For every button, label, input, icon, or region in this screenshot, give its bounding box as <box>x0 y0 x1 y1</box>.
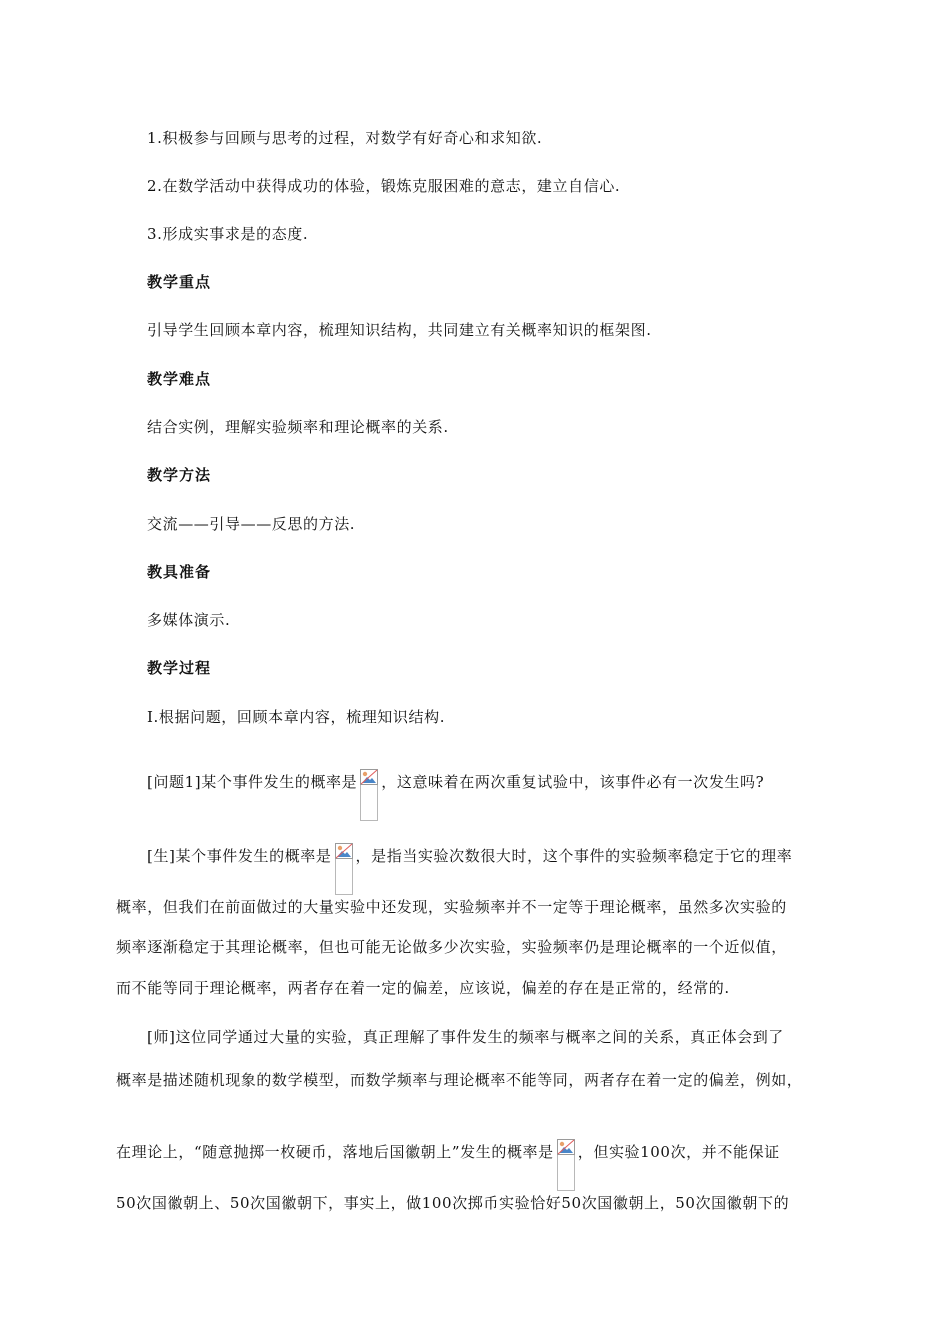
goal-1: 1.积极参与回顾与思考的过程，对数学有好奇心和求知欲. <box>147 129 543 147</box>
formula-image-icon <box>360 769 378 821</box>
question-1-text-a: [问题1]某个事件发生的概率是 <box>147 773 358 791</box>
tools-text: 多媒体演示. <box>147 611 231 629</box>
student-answer-line-1 <box>147 843 792 895</box>
student-answer-line-3: 频率逐渐稳定于其理论概率，但也可能无论做多少次实验，实验频率仍是理论概率的一个近似值， <box>116 938 787 956</box>
method-heading: 教学方法 <box>147 466 212 484</box>
formula-image-icon <box>335 843 353 895</box>
student-answer-line-4: 而不能等同于理论概率，两者存在着一定的偏差，应该说，偏差的存在是正常的，经常的. <box>116 979 730 997</box>
goal-2: 2.在数学活动中获得成功的体验，锻炼克服困难的意志，建立自信心. <box>147 177 621 195</box>
method-text: 交流——引导——反思的方法. <box>147 515 356 533</box>
goal-3: 3.形成实事求是的态度. <box>147 225 309 243</box>
teacher-line-4: 50次国徽朝上、50次国徽朝下，事实上，做100次掷币实验恰好50次国徽朝上，50次国徽朝下的 <box>116 1194 790 1212</box>
teacher-line-1: [师]这位同学通过大量的实验，真正理解了事件发生的频率与概率之间的关系，真正体会到了 <box>147 1028 784 1046</box>
student-answer-text-a: [生]某个事件发生的概率是 <box>147 847 332 865</box>
question-1-text-b: ，这意味着在两次重复试验中，该事件必有一次发生吗? <box>381 773 765 791</box>
student-answer-text-b: ，是指当实验次数很大时，这个事件的实验频率稳定于它的理率 <box>355 847 793 865</box>
teacher-line-2: 概率是描述随机现象的数学模型，而数学频率与理论概率不能等同，两者存在着一定的偏差，例如， <box>116 1071 803 1089</box>
process-step-1: Ⅰ.根据问题，回顾本章内容，梳理知识结构. <box>147 708 446 726</box>
process-heading: 教学过程 <box>147 659 212 677</box>
key-point-heading: 教学重点 <box>147 273 212 291</box>
student-answer-line-2: 概率，但我们在前面做过的大量实验中还发现，实验频率并不一定等于理论概率，虽然多次实验的 <box>116 898 787 916</box>
teacher-line-3-text-a: 在理论上，“随意抛掷一枚硬币，落地后国徽朝上”发生的概率是 <box>116 1143 554 1161</box>
difficulty-heading: 教学难点 <box>147 370 212 388</box>
key-point-text: 引导学生回顾本章内容，梳理知识结构，共同建立有关概率知识的框架图. <box>147 321 652 339</box>
teacher-line-3 <box>116 1139 780 1191</box>
difficulty-text: 结合实例，理解实验频率和理论概率的关系. <box>147 418 449 436</box>
question-1 <box>147 769 764 821</box>
formula-image-icon <box>557 1139 575 1191</box>
tools-heading: 教具准备 <box>147 563 212 581</box>
teacher-line-3-text-b: ，但实验100次，并不能保证 <box>577 1143 780 1161</box>
